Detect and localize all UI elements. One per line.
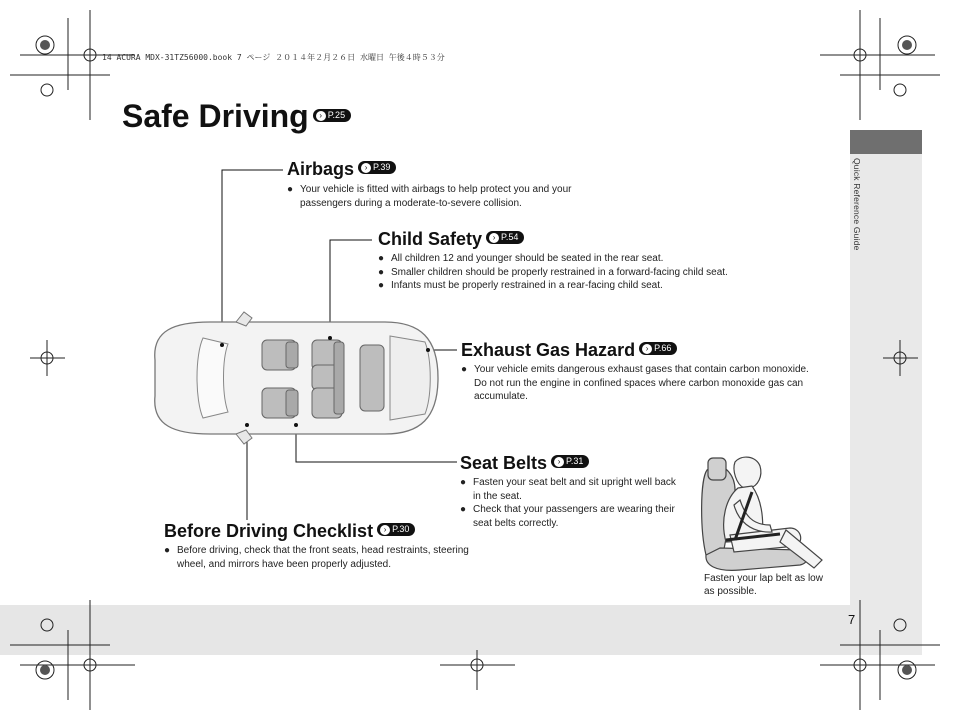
airbags-title-text: Airbags [287, 159, 355, 179]
bullet-icon: ● [460, 477, 467, 488]
exhaust-title-text: Exhaust Gas Hazard [461, 340, 636, 360]
ref-label: P.39 [373, 161, 391, 172]
bullet-text: Smaller children should be properly restrained in a forward-facing child seat. [391, 266, 728, 278]
ref-label: P.31 [566, 455, 584, 466]
bullet-icon: ● [378, 280, 385, 291]
bullet-icon: ● [287, 184, 294, 195]
ref-label: P.25 [327, 110, 346, 121]
bullet-text: Your vehicle emits dangerous exhaust gases that contain carbon monoxide. Do not run the engine in confined spaces where carbon monoxide gas can accumulate. [474, 364, 809, 402]
bullet-icon: ● [164, 545, 171, 556]
bullet-icon: ● [378, 253, 385, 264]
bullet-text: Fasten your seat belt and sit upright well back in the seat. [473, 477, 676, 502]
ref-label: P.54 [501, 231, 519, 242]
seat-belts-title-text: Seat Belts [460, 453, 548, 473]
ref-arrow-icon: › [489, 233, 499, 243]
ref-label: P.30 [392, 523, 410, 534]
bullet-icon: ● [378, 266, 385, 278]
bullet-text: Infants must be properly restrained in a rear-facing child seat. [391, 280, 663, 291]
title-text: Safe Driving [122, 98, 309, 134]
ref-arrow-icon: › [316, 111, 326, 121]
page-number: 7 [848, 612, 856, 627]
bullet-text: All children 12 and younger should be seated in the rear seat. [391, 253, 664, 264]
ref-arrow-icon: › [642, 344, 652, 354]
ref-arrow-icon: › [361, 163, 371, 173]
before-driving-title-text: Before Driving Checklist [164, 521, 374, 541]
print-header: 14 ACURA MDX-31TZ56000.book 7 ページ ２０１４年２月２６日 水曜日 午後４時５３分 [102, 53, 445, 62]
bullet-text: Check that your passengers are wearing their seat belts correctly. [473, 504, 675, 529]
bullet-text: Your vehicle is fitted with airbags to help protect you and your passengers during a moderate-to-severe collision. [300, 184, 572, 209]
figure-caption: Fasten your lap belt as low as possible. [704, 573, 823, 597]
bullet-icon: ● [461, 364, 468, 375]
ref-arrow-icon: › [554, 457, 564, 467]
ref-arrow-icon: › [380, 525, 390, 535]
ref-label: P.66 [654, 342, 672, 353]
side-label: Quick Reference Guide [852, 158, 862, 251]
child-safety-title-text: Child Safety [378, 229, 483, 249]
bullet-icon: ● [460, 504, 467, 515]
bullet-text: Before driving, check that the front seats, head restraints, steering wheel, and mirrors have been properly adjusted. [177, 545, 469, 570]
